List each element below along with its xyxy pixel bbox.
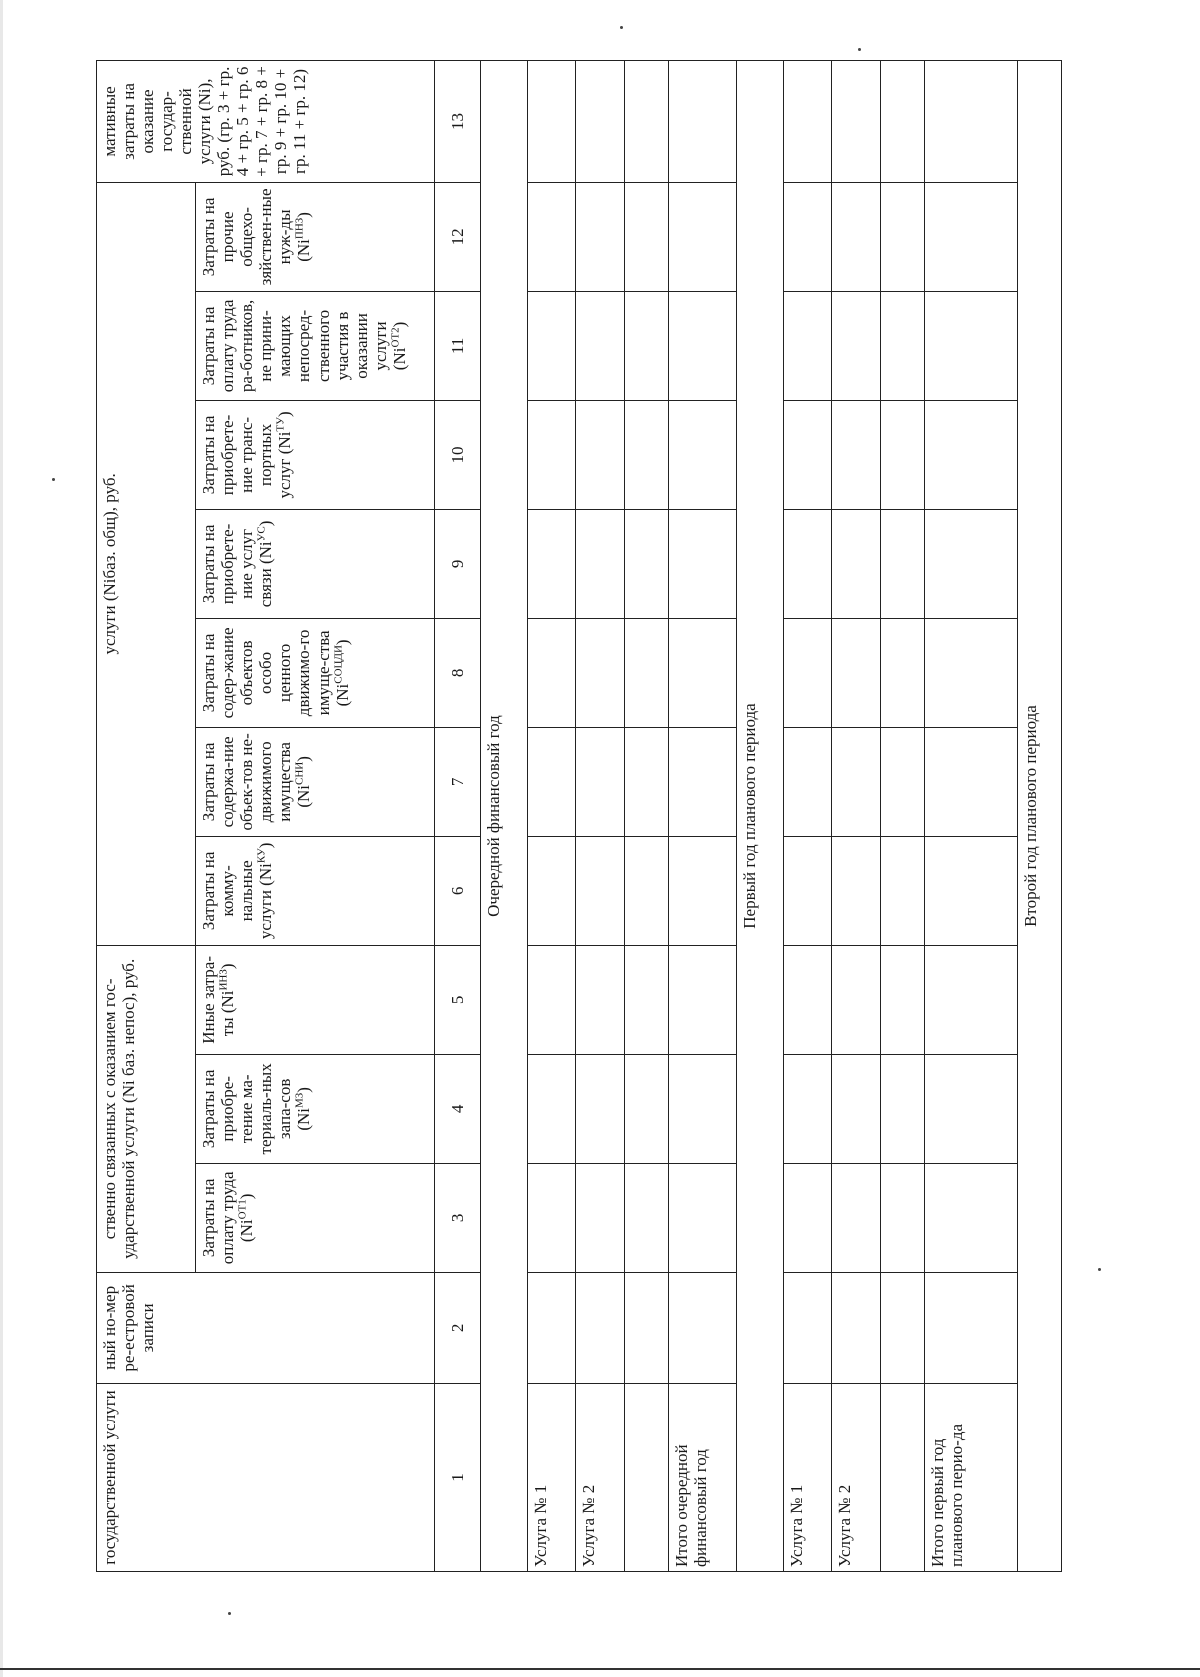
row-label: Услуга № 1 bbox=[527, 1383, 576, 1571]
column-number: 6 bbox=[435, 836, 481, 945]
scan-speck bbox=[858, 48, 861, 51]
header-col-7: Затраты на содержа-ние объек-тов не-движимого имущества $(Ni^{СНИ})$ bbox=[196, 727, 435, 836]
column-number: 10 bbox=[435, 400, 481, 509]
table-row bbox=[880, 61, 924, 1572]
column-number: 3 bbox=[435, 1163, 481, 1272]
table-row bbox=[783, 61, 832, 1572]
column-number: 1 bbox=[435, 1383, 481, 1571]
header-col-11: Затраты на оплату труда ра-ботников, не прини-мающих непосред-ственного участия в оказании услуги $(Ni^{ОТ2})$ bbox=[196, 291, 435, 400]
section-title: Первый год планового периода bbox=[737, 61, 783, 1572]
column-number: 4 bbox=[435, 1054, 481, 1163]
row-label: Услуга № 1 bbox=[783, 1383, 832, 1571]
cost-table bbox=[96, 60, 1062, 1572]
header-total-normative: мативные затраты на оказание государ-ственной услуги (Ni), руб. (гр. 3 + гр. 4 + гр. 5 + гр. 6 + гр. 7 + гр. 8 + гр. 9 + гр. 10 + гр. 11 + гр. 12) bbox=[97, 61, 435, 183]
header-direct-costs-group: ственно связанных с оказанием гос-ударственной услуги (Ni баз. непос), руб. bbox=[97, 945, 196, 1272]
header-general-costs-group: услуги (Niбаз. общ), руб. bbox=[97, 182, 196, 945]
header-col-3: Затраты на оплату труда $(Ni^{ОТ1})$ bbox=[196, 1163, 435, 1272]
section-heading-row bbox=[481, 61, 527, 1572]
row-label bbox=[880, 1383, 924, 1571]
column-number: 12 bbox=[435, 182, 481, 291]
row-label bbox=[624, 1383, 668, 1571]
table-row bbox=[832, 61, 881, 1572]
table-row-total bbox=[669, 61, 737, 1572]
header-col-8: Затраты на содер-жание объектов особо ценного движимо-го имуще-ства $(Ni^{СОЦДИ})$ bbox=[196, 618, 435, 727]
row-label: Услуга № 2 bbox=[576, 1383, 625, 1571]
column-number: 7 bbox=[435, 727, 481, 836]
row-label: Услуга № 2 bbox=[832, 1383, 881, 1571]
table-row-total bbox=[925, 61, 1018, 1572]
column-number: 13 bbox=[435, 61, 481, 183]
section-heading-row bbox=[737, 61, 783, 1572]
header-col-6: Затраты на комму-нальные услуги $(Ni^{КУ})$ bbox=[196, 836, 435, 945]
table-row bbox=[624, 61, 668, 1572]
scan-edge bbox=[0, 0, 3, 1677]
row-label-total: Итого первый год планового перио-да bbox=[925, 1383, 1018, 1571]
section-title: Очередной финансовый год bbox=[481, 61, 527, 1572]
header-col-12: Затраты на прочие общехо-зяйствен-ные нуж-ды $(Ni^{ПНЗ})$ bbox=[196, 182, 435, 291]
scan-speck bbox=[1098, 1268, 1101, 1271]
scan-speck bbox=[228, 1612, 231, 1615]
column-number: 11 bbox=[435, 291, 481, 400]
scan-speck bbox=[620, 26, 623, 29]
section-heading-row bbox=[1017, 61, 1061, 1572]
column-number: 2 bbox=[435, 1272, 481, 1383]
table-row bbox=[527, 61, 576, 1572]
header-registry-number: ный но-мер ре-естровой записи bbox=[97, 1272, 435, 1383]
scan-bottom-edge bbox=[0, 1668, 1200, 1670]
column-number: 8 bbox=[435, 618, 481, 727]
row-label-total: Итого очередной финансовый год bbox=[669, 1383, 737, 1571]
table-row bbox=[576, 61, 625, 1572]
rotated-table-page bbox=[96, 60, 1062, 1572]
header-col-5: Иные затра-ты $(Ni^{ИНЗ})$ bbox=[196, 945, 435, 1054]
header-row-1 bbox=[97, 61, 196, 1572]
header-col-9: Затраты на приобрете-ние услуг связи $(Ni^{УС})$ bbox=[196, 509, 435, 618]
section-title: Второй год планового периода bbox=[1017, 61, 1061, 1572]
scan-speck bbox=[52, 478, 55, 481]
header-col-4: Затраты на приобре-тение ма-териаль-ных запа-сов $(Ni^{МЗ})$ bbox=[196, 1054, 435, 1163]
column-number-row bbox=[435, 61, 481, 1572]
header-service-name: государственной услуги bbox=[97, 1383, 435, 1571]
column-number: 9 bbox=[435, 509, 481, 618]
header-col-10: Затраты на приобрете-ние транс-портных услуг $(Ni^{ТУ})$ bbox=[196, 400, 435, 509]
column-number: 5 bbox=[435, 945, 481, 1054]
